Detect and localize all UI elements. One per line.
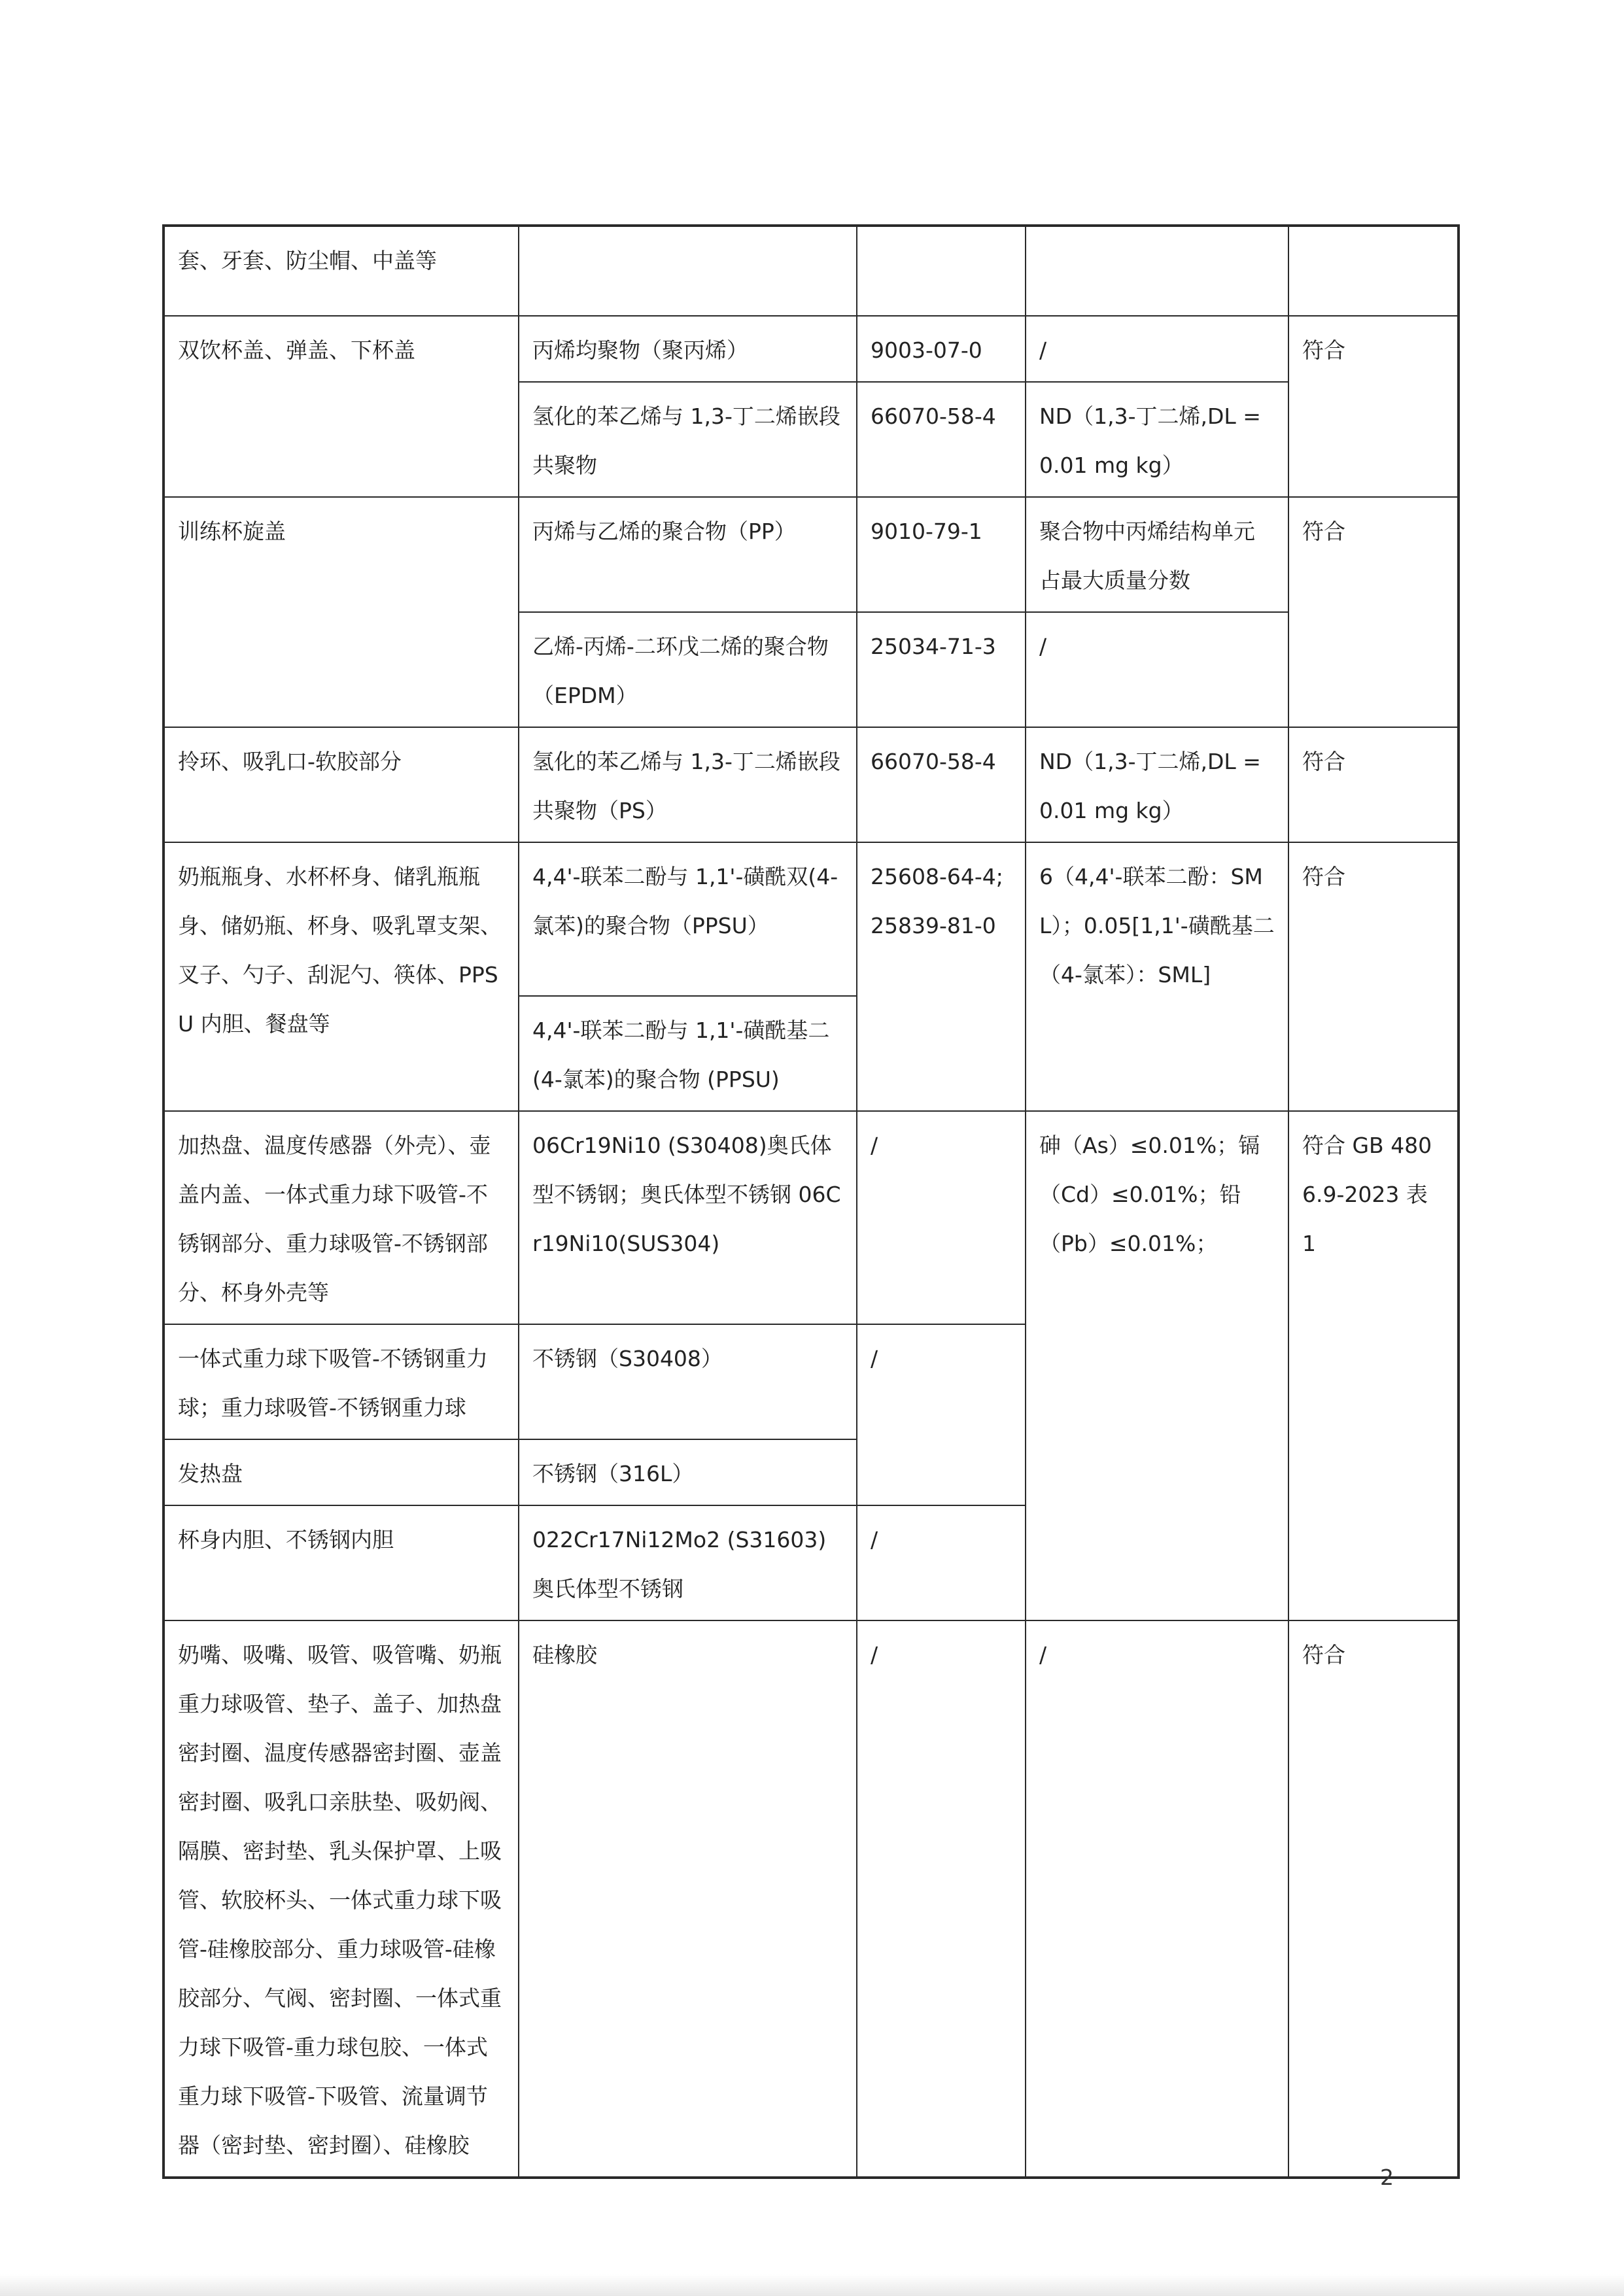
material-cell: 4,4'-联苯二酚与 1,1'-磺酰基二(4-氯苯)的聚合物 (PPSU) [519, 996, 857, 1111]
material-cell: 不锈钢（316L） [519, 1439, 857, 1505]
cas-cell: / [857, 1505, 1026, 1620]
result-cell: 符合 [1288, 316, 1459, 497]
result-cell: 符合 [1288, 842, 1459, 1111]
material-cell: 乙烯-丙烯-二环戊二烯的聚合物（EPDM） [519, 612, 857, 727]
part-cell: 奶瓶瓶身、水杯杯身、储乳瓶瓶身、储奶瓶、杯身、吸乳罩支架、叉子、勺子、刮泥勺、筷体、PPSU 内胆、餐盘等 [164, 842, 519, 1111]
page-number: 2 [1380, 2165, 1394, 2190]
result-cell [1288, 226, 1459, 316]
cas-cell: 9003-07-0 [857, 316, 1026, 382]
cas-cell: / [857, 1111, 1026, 1324]
material-cell: 06Cr19Ni10 (S30408)奥氏体型不锈钢；奥氏体型不锈钢 06Cr19Ni10(SUS304) [519, 1111, 857, 1324]
part-cell: 加热盘、温度传感器（外壳）、壶盖内盖、一体式重力球下吸管-不锈钢部分、重力球吸管-不锈钢部分、杯身外壳等 [164, 1111, 519, 1324]
limit-cell: / [1026, 612, 1288, 727]
cas-cell: / [857, 1324, 1026, 1505]
material-cell: 氢化的苯乙烯与 1,3-丁二烯嵌段共聚物（PS） [519, 727, 857, 842]
table-row [164, 1111, 1459, 1324]
part-cell: 双饮杯盖、弹盖、下杯盖 [164, 316, 519, 497]
material-cell: 4,4'-联苯二酚与 1,1'-磺酰双(4-氯苯)的聚合物（PPSU） [519, 842, 857, 996]
limit-cell: / [1026, 316, 1288, 382]
limit-cell: ND（1,3-丁二烯,DL = 0.01 mg kg） [1026, 727, 1288, 842]
cas-cell: / [857, 1620, 1026, 2178]
table-row [164, 316, 1459, 382]
part-cell: 发热盘 [164, 1439, 519, 1505]
material-cell: 丙烯与乙烯的聚合物（PP） [519, 497, 857, 612]
cas-cell: 9010-79-1 [857, 497, 1026, 612]
material-cell: 丙烯均聚物（聚丙烯） [519, 316, 857, 382]
table-row [164, 226, 1459, 316]
limit-cell: / [1026, 1620, 1288, 2178]
part-cell: 拎环、吸乳口-软胶部分 [164, 727, 519, 842]
part-cell: 套、牙套、防尘帽、中盖等 [164, 226, 519, 316]
scan-edge [0, 2274, 1624, 2296]
limit-cell: 6（4,4'-联苯二酚：SML）；0.05[1,1'-磺酰基二（4-氯苯）：SML] [1026, 842, 1288, 1111]
materials-table [162, 224, 1460, 2179]
cas-cell [857, 226, 1026, 316]
limit-cell [1026, 226, 1288, 316]
result-cell: 符合 [1288, 727, 1459, 842]
part-cell: 杯身内胆、不锈钢内胆 [164, 1505, 519, 1620]
part-cell: 奶嘴、吸嘴、吸管、吸管嘴、奶瓶重力球吸管、垫子、盖子、加热盘密封圈、温度传感器密封圈、壶盖密封圈、吸乳口亲肤垫、吸奶阀、隔膜、密封垫、乳头保护罩、上吸管、软胶杯头、一体式重力球下吸管-硅橡胶部分、重力球吸管-硅橡胶部分、气阀、密封圈、一体式重力球下吸管-重力球包胶、一体式重力球下吸管-下吸管、流量调节器（密封垫、密封圈）、硅橡胶 [164, 1620, 519, 2178]
limit-cell: ND（1,3-丁二烯,DL = 0.01 mg kg） [1026, 382, 1288, 497]
material-cell: 不锈钢（S30408） [519, 1324, 857, 1439]
cas-cell: 66070-58-4 [857, 382, 1026, 497]
cas-cell: 25608-64-4; 25839-81-0 [857, 842, 1026, 1111]
material-cell [519, 226, 857, 316]
material-cell: 022Cr17Ni12Mo2 (S31603)奥氏体型不锈钢 [519, 1505, 857, 1620]
result-cell: 符合 [1288, 1620, 1459, 2178]
table-row [164, 1620, 1459, 2178]
part-cell: 训练杯旋盖 [164, 497, 519, 727]
cas-cell: 66070-58-4 [857, 727, 1026, 842]
material-cell: 氢化的苯乙烯与 1,3-丁二烯嵌段共聚物 [519, 382, 857, 497]
result-cell: 符合 GB 4806.9-2023 表 1 [1288, 1111, 1459, 1620]
part-cell: 一体式重力球下吸管-不锈钢重力球；重力球吸管-不锈钢重力球 [164, 1324, 519, 1439]
limit-cell: 聚合物中丙烯结构单元占最大质量分数 [1026, 497, 1288, 612]
limit-cell: 砷（As）≤0.01%；镉（Cd）≤0.01%；铅（Pb）≤0.01%； [1026, 1111, 1288, 1620]
cas-cell: 25034-71-3 [857, 612, 1026, 727]
table-row [164, 842, 1459, 996]
table-row [164, 497, 1459, 612]
result-cell: 符合 [1288, 497, 1459, 727]
material-cell: 硅橡胶 [519, 1620, 857, 2178]
table-row [164, 727, 1459, 842]
